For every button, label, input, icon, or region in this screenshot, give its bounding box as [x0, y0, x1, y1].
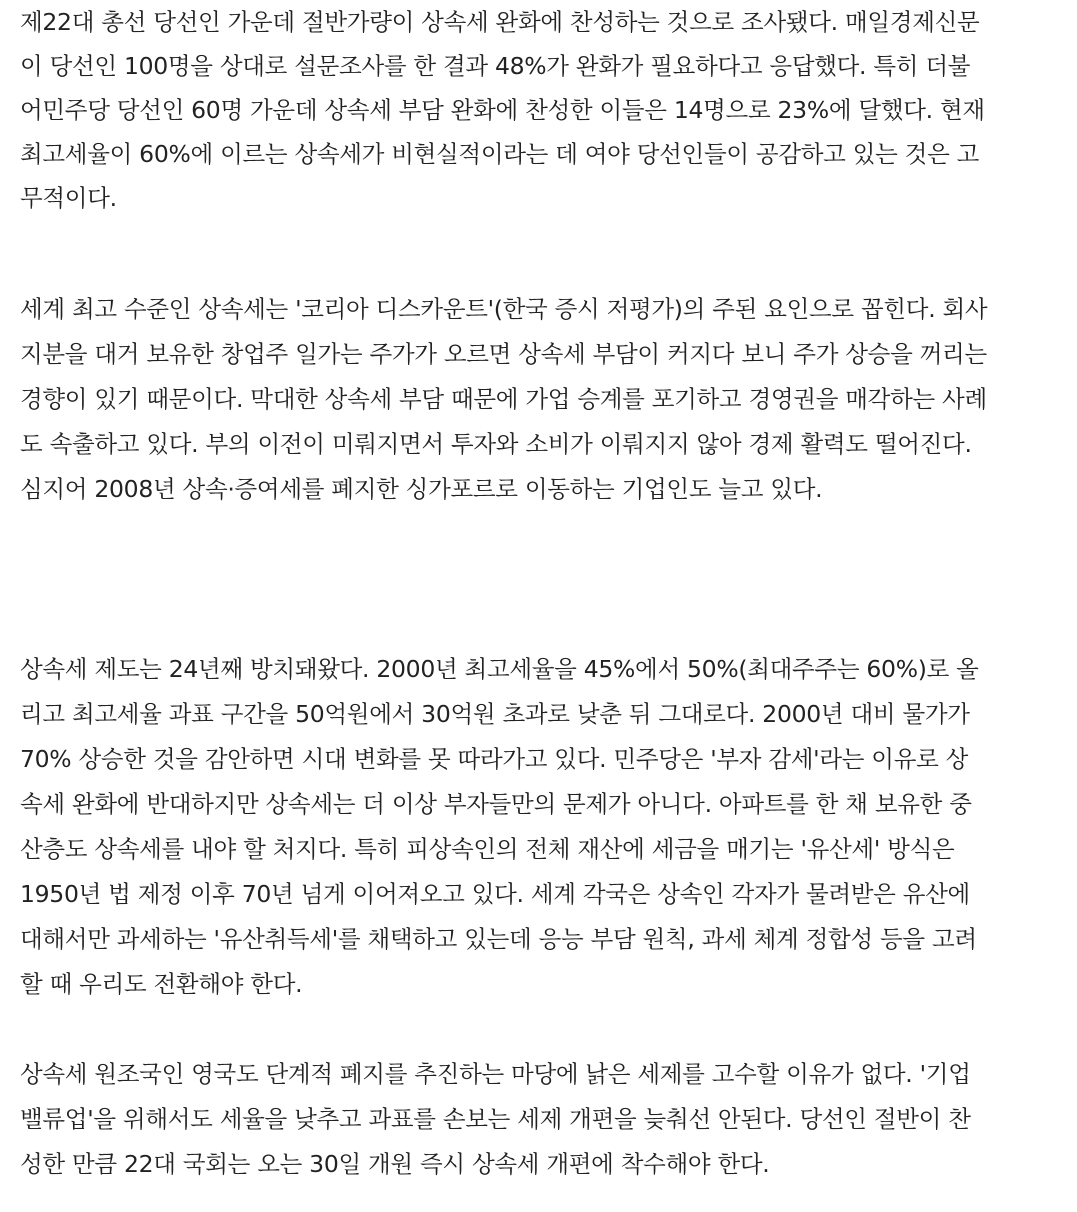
paragraph-line: 세계 최고 수준인 상속세는 '코리아 디스카운트'(한국 증시 저평가)의 주된 요인으로 꼽힌다. 회사	[20, 295, 988, 323]
paragraph-line: 산층도 상속세를 내야 할 처지다. 특히 피상속인의 전체 재산에 세금을 매기는 '유산세' 방식은	[20, 835, 955, 863]
paragraph-line: 속세 완화에 반대하지만 상속세는 더 이상 부자들만의 문제가 아니다. 아파트를 한 채 보유한 중	[20, 790, 972, 818]
paragraph-line: 70% 상승한 것을 감안하면 시대 변화를 못 따라가고 있다. 민주당은 '부자 감세'라는 이유로 상	[20, 745, 969, 773]
paragraph-line: 밸류업'을 위해서도 세율을 낮추고 과표를 손보는 세제 개편을 늦춰선 안된다. 당선인 절반이 찬	[20, 1105, 971, 1133]
paragraph-line: 상속세 원조국인 영국도 단계적 폐지를 추진하는 마당에 낡은 세제를 고수할 이유가 없다. '기업	[20, 1060, 971, 1088]
paragraph-line: 이 당선인 100명을 상대로 설문조사를 한 결과 48%가 완화가 필요하다고 응답했다. 특히 더불	[20, 52, 971, 80]
paragraph-line: 최고세율이 60%에 이르는 상속세가 비현실적이라는 데 여야 당선인들이 공감하고 있는 것은 고	[20, 140, 980, 168]
paragraph-line: 상속세 제도는 24년째 방치돼왔다. 2000년 최고세율을 45%에서 50%(최대주주는 60%)로 올	[20, 655, 979, 683]
paragraph-line: 성한 만큼 22대 국회는 오는 30일 개원 즉시 상속세 개편에 착수해야 한다.	[20, 1150, 770, 1178]
paragraph-line: 할 때 우리도 전환해야 한다.	[20, 970, 303, 998]
paragraph-line: 도 속출하고 있다. 부의 이전이 미뤄지면서 투자와 소비가 이뤄지지 않아 경제 활력도 떨어진다.	[20, 430, 972, 458]
paragraph-line: 대해서만 과세하는 '유산취득세'를 채택하고 있는데 응능 부담 원칙, 과세 체계 정합성 등을 고려	[20, 925, 977, 953]
paragraph-line: 1950년 법 제정 이후 70년 넘게 이어져오고 있다. 세계 각국은 상속인 각자가 물려받은 유산에	[20, 880, 970, 908]
paragraph-line: 지분을 대거 보유한 창업주 일가는 주가가 오르면 상속세 부담이 커지다 보니 주가 상승을 꺼리는	[20, 340, 987, 368]
paragraph-line: 제22대 총선 당선인 가운데 절반가량이 상속세 완화에 찬성하는 것으로 조사됐다. 매일경제신문	[20, 8, 980, 36]
paragraph-line: 리고 최고세율 과표 구간을 50억원에서 30억원 초과로 낮춘 뒤 그대로다. 2000년 대비 물가가	[20, 700, 970, 728]
paragraph-line: 무적이다.	[20, 184, 117, 212]
paragraph-line: 경향이 있기 때문이다. 막대한 상속세 부담 때문에 가업 승계를 포기하고 경영권을 매각하는 사례	[20, 385, 987, 413]
paragraph-line: 심지어 2008년 상속·증여세를 폐지한 싱가포르로 이동하는 기업인도 늘고 있다.	[20, 475, 823, 503]
paragraph-line: 어민주당 당선인 60명 가운데 상속세 부담 완화에 찬성한 이들은 14명으로 23%에 달했다. 현재	[20, 96, 985, 124]
